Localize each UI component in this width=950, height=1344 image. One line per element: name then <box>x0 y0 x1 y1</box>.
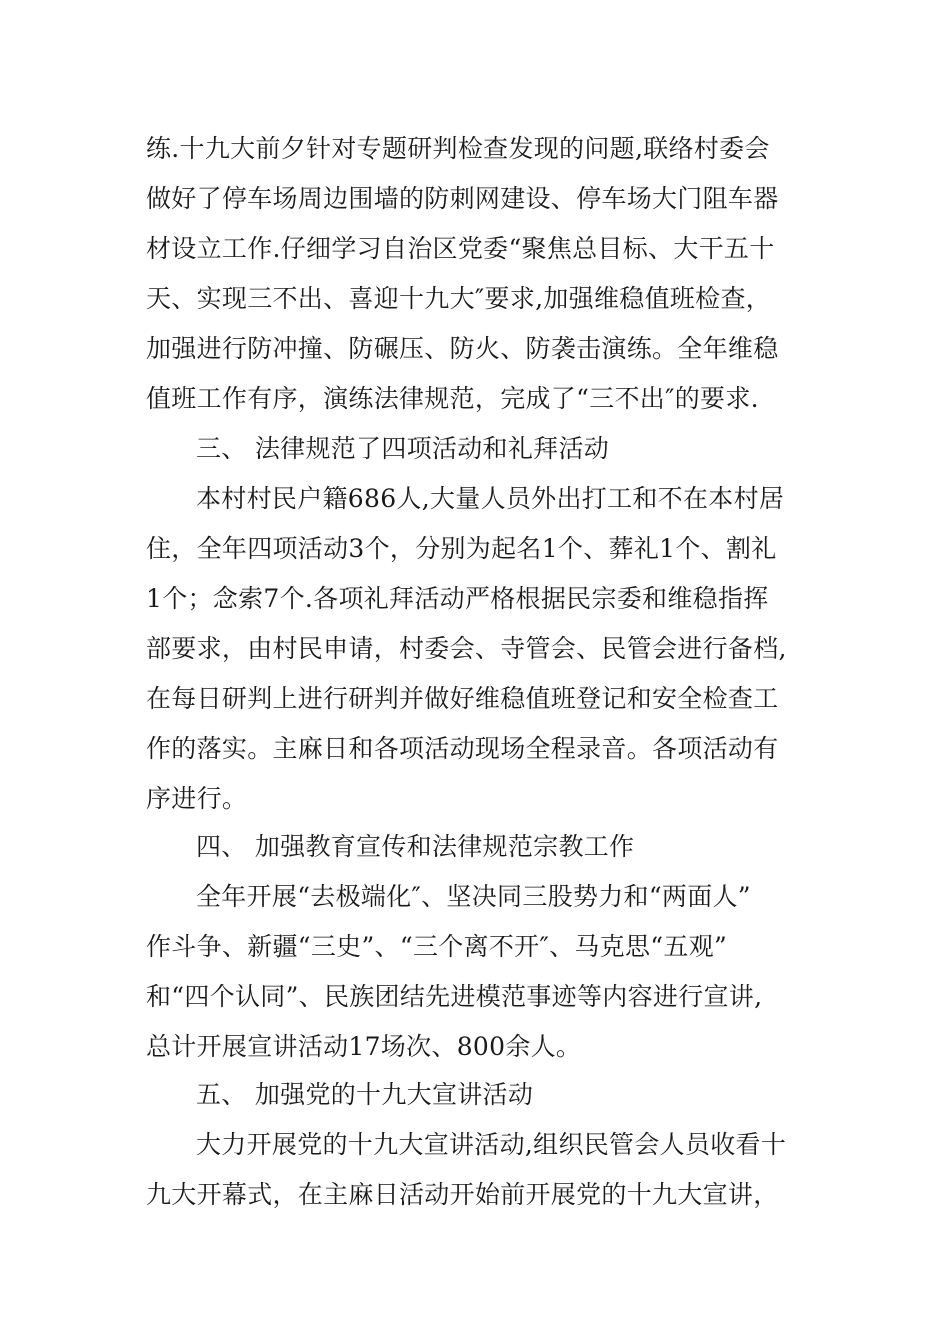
paragraph-line: 九大开幕式，在主麻日活动开始前开展党的十九大宣讲， <box>146 1180 779 1209</box>
paragraph-line: 1个；念索7个.各项礼拜活动严格根据民宗委和维稳指挥 <box>146 584 769 613</box>
paragraph-line: 练.十九大前夕针对专题研判检查发现的问题,联络村委会 <box>146 134 770 163</box>
section-heading: 五、 加强党的十九大宣讲活动 <box>196 1080 534 1109</box>
paragraph-line: 在每日研判上进行研判并做好维稳值班登记和安全检查工 <box>146 684 779 713</box>
paragraph-line: 作的落实。主麻日和各项活动现场全程录音。各项活动有 <box>146 734 779 763</box>
paragraph-line: 部要求，由村民申请，村委会、寺管会、民管会进行备档, <box>146 634 787 663</box>
paragraph-line: 总计开展宣讲活动17场次、800余人。 <box>146 1032 582 1061</box>
paragraph-line: 材设立工作.仔细学习自治区党委“聚焦总目标、大干五十 <box>146 234 775 263</box>
paragraph-line: 天、实现三不出、喜迎十九大″要求,加强维稳值班检查， <box>146 284 772 313</box>
paragraph-line: 全年开展“去极端化″、坚决同三股势力和“两面人” <box>196 882 751 911</box>
paragraph-line: 本村村民户籍686人,大量人员外出打工和不在本村居 <box>196 484 785 513</box>
paragraph-line: 作斗争、新疆“三史”、“三个离不开″、马克思“五观” <box>146 932 728 961</box>
section-heading: 三、 法律规范了四项活动和礼拜活动 <box>196 434 610 463</box>
paragraph-line: 做好了停车场周边围墙的防刺网建设、停车场大门阻车器 <box>146 184 779 213</box>
paragraph-line: 大力开展党的十九大宣讲活动,组织民管会人员收看十 <box>196 1130 787 1159</box>
paragraph-line: 住，全年四项活动3个，分别为起名1个、葬礼1个、割礼 <box>146 534 777 563</box>
paragraph-line: 值班工作有序，演练法律规范，完成了“三不出″的要求. <box>146 384 759 413</box>
paragraph-line: 序进行。 <box>146 784 248 813</box>
paragraph-line: 加强进行防冲撞、防碾压、防火、防袭击演练。全年维稳 <box>146 334 779 363</box>
section-heading: 四、 加强教育宣传和法律规范宗教工作 <box>196 832 635 861</box>
paragraph-line: 和“四个认同”、民族团结先进模范事迹等内容进行宣讲, <box>146 982 763 1011</box>
